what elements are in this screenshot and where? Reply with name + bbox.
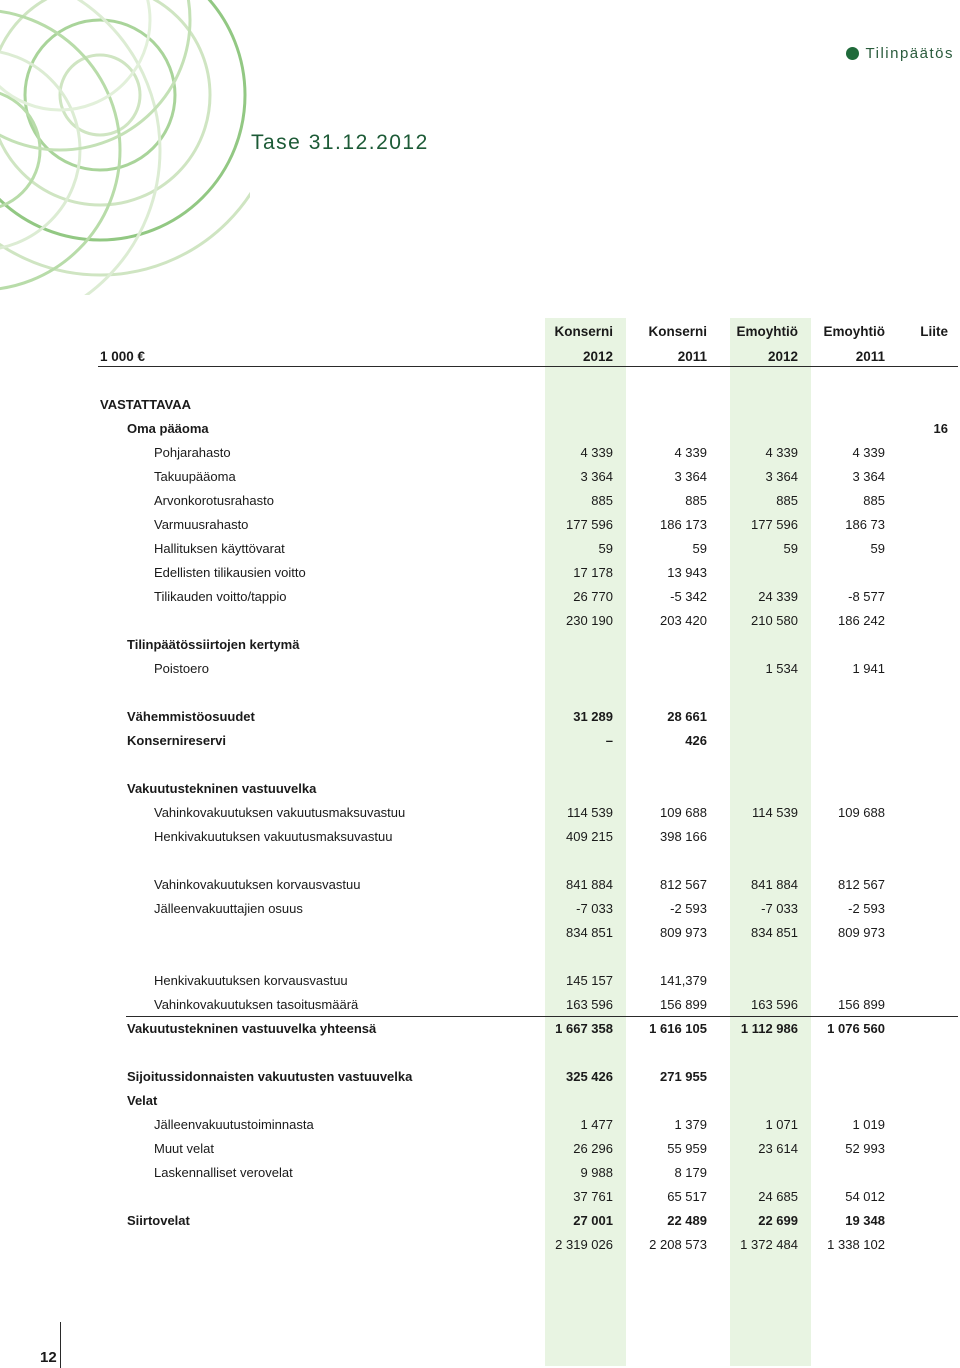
row-value: 156 899	[660, 997, 707, 1012]
row-label: Jälleenvakuutustoiminnasta	[154, 1117, 314, 1132]
table-row	[0, 465, 960, 489]
row-value: 163 596	[566, 997, 613, 1012]
table-row	[0, 441, 960, 465]
table-row	[0, 1089, 960, 1113]
row-value: 426	[685, 733, 707, 748]
row-label: Arvonkorotusrahasto	[154, 493, 274, 508]
row-value: 24 685	[758, 1189, 798, 1204]
row-label: Vahinkovakuutuksen korvausvastuu	[154, 877, 361, 892]
table-row	[0, 873, 960, 897]
row-value: -7 033	[576, 901, 613, 916]
row-label: Siirtovelat	[127, 1213, 190, 1228]
row-value: 834 851	[566, 925, 613, 940]
row-value: 1 076 560	[827, 1021, 885, 1036]
column-header-konserni-2012: Konserni	[554, 324, 613, 339]
row-label: Vahinkovakuutuksen tasoitusmäärä	[154, 997, 359, 1012]
row-value: 3 364	[765, 469, 798, 484]
row-value: 2 319 026	[555, 1237, 613, 1252]
row-value: 26 296	[573, 1141, 613, 1156]
row-value: 1 019	[852, 1117, 885, 1132]
table-row	[0, 801, 960, 825]
row-value: 1 372 484	[740, 1237, 798, 1252]
year-header-4: 2011	[855, 349, 885, 364]
row-value: 31 289	[573, 709, 613, 724]
bullet-dot-icon	[846, 47, 859, 60]
table-row	[0, 513, 960, 537]
row-value: 59	[870, 541, 885, 556]
table-row	[0, 1233, 960, 1257]
row-value: 2 208 573	[649, 1237, 707, 1252]
row-value: 54 012	[845, 1189, 885, 1204]
decorative-circles-graphic	[0, 0, 250, 295]
table-row	[0, 1185, 960, 1209]
year-header-3: 2012	[767, 349, 798, 364]
row-value: –	[605, 733, 613, 748]
row-value: 271 955	[660, 1069, 707, 1084]
row-value: -8 577	[848, 589, 885, 604]
row-value: 114 539	[751, 805, 798, 820]
row-label: Vahinkovakuutuksen vakuutusmaksuvastuu	[154, 805, 406, 820]
row-label: Tilinpäätössiirtojen kertymä	[127, 637, 300, 652]
row-value: 3 364	[852, 469, 885, 484]
page-edge-line	[60, 1322, 61, 1368]
row-value: 4 339	[765, 445, 798, 460]
row-value: 1 941	[852, 661, 885, 676]
column-header-emoyhtio-2012: Emoyhtiö	[736, 324, 798, 339]
table-row	[0, 825, 960, 849]
row-label: Vakuutustekninen vastuuvelka yhteensä	[127, 1021, 377, 1036]
row-label: Henkivakuutuksen korvausvastuu	[154, 973, 348, 988]
row-value: 26 770	[573, 589, 613, 604]
row-value: 4 339	[674, 445, 707, 460]
table-row	[0, 1137, 960, 1161]
row-value: 203 420	[660, 613, 707, 628]
row-label: Edellisten tilikausien voitto	[154, 565, 306, 580]
row-value: 186 242	[838, 613, 885, 628]
row-value: 885	[685, 493, 707, 508]
row-label: Velat	[127, 1093, 158, 1108]
table-row	[0, 1113, 960, 1137]
row-value: 13 943	[667, 565, 707, 580]
row-value: 8 179	[674, 1165, 707, 1180]
row-label: Muut velat	[154, 1141, 214, 1156]
section-label	[846, 45, 954, 62]
table-row	[0, 585, 960, 609]
row-value: 22 489	[667, 1213, 707, 1228]
row-value: 3 364	[674, 469, 707, 484]
page-number: 12	[40, 1349, 57, 1366]
row-label: Oma pääoma	[127, 421, 209, 436]
table-row	[0, 993, 960, 1017]
row-value: -2 593	[670, 901, 707, 916]
table-row	[0, 561, 960, 585]
row-value: -2 593	[848, 901, 885, 916]
row-value: 141,379	[660, 973, 707, 988]
row-value: 812 567	[660, 877, 707, 892]
row-value: 37 761	[573, 1189, 613, 1204]
row-value: 23 614	[758, 1141, 798, 1156]
table-row	[0, 1065, 960, 1089]
row-label: Poistoero	[154, 661, 209, 676]
row-value: 885	[776, 493, 798, 508]
row-value: 186 173	[660, 517, 707, 532]
row-value: 3 364	[580, 469, 613, 484]
row-value: 230 190	[566, 613, 613, 628]
row-value: 59	[692, 541, 707, 556]
row-value: 841 884	[566, 877, 613, 892]
row-value: 1 071	[765, 1117, 798, 1132]
row-value: 1 338 102	[827, 1237, 885, 1252]
column-header-row	[0, 320, 960, 344]
row-value: 841 884	[751, 877, 798, 892]
row-value: 4 339	[852, 445, 885, 460]
row-label: Vakuutustekninen vastuuvelka	[127, 781, 317, 796]
table-row	[0, 705, 960, 729]
table-row	[0, 417, 960, 441]
row-value: 186 73	[845, 517, 885, 532]
table-row	[0, 729, 960, 753]
row-label: Takuupääoma	[154, 469, 236, 484]
row-value: 22 699	[758, 1213, 798, 1228]
row-value: 177 596	[751, 517, 798, 532]
page-title: Tase 31.12.2012	[251, 131, 429, 154]
row-value: 59	[598, 541, 613, 556]
row-value: 1 112 986	[740, 1021, 798, 1036]
row-value: -5 342	[670, 589, 707, 604]
row-value: 19 348	[845, 1213, 885, 1228]
row-value: 1 379	[674, 1117, 707, 1132]
row-value: 398 166	[660, 829, 707, 844]
row-value: 109 688	[838, 805, 885, 820]
row-label: Varmuusrahasto	[154, 517, 249, 532]
row-value: 409 215	[566, 829, 613, 844]
row-value: 145 157	[566, 973, 613, 988]
column-header-emoyhtio-2011: Emoyhtiö	[823, 324, 885, 339]
row-label: Tilikauden voitto/tappio	[154, 589, 287, 604]
row-value: 210 580	[751, 613, 798, 628]
row-value: 156 899	[838, 997, 885, 1012]
row-label: Jälleenvakuuttajien osuus	[154, 901, 303, 916]
section-label-text: Tilinpäätös	[865, 45, 954, 62]
row-value: 325 426	[566, 1069, 613, 1084]
table-row	[0, 897, 960, 921]
row-value: 177 596	[566, 517, 613, 532]
row-value: 885	[591, 493, 613, 508]
row-value: 114 539	[566, 805, 613, 820]
column-header-konserni-2011: Konserni	[648, 324, 707, 339]
table-row	[0, 657, 960, 681]
row-value: 17 178	[573, 565, 613, 580]
table-row	[0, 921, 960, 945]
row-label: Pohjarahasto	[154, 445, 231, 460]
row-value: 24 339	[758, 589, 798, 604]
table-row	[0, 609, 960, 633]
row-value: 52 993	[845, 1141, 885, 1156]
row-value: 163 596	[751, 997, 798, 1012]
row-value: 1 667 358	[555, 1021, 613, 1036]
year-header-1: 2012	[582, 349, 613, 364]
row-value: 109 688	[660, 805, 707, 820]
row-value: 4 339	[580, 445, 613, 460]
table-row	[0, 393, 960, 417]
row-value: -7 033	[761, 901, 798, 916]
row-note: 16	[933, 421, 948, 436]
row-value: 885	[863, 493, 885, 508]
row-label: Henkivakuutuksen vakuutusmaksuvastuu	[154, 829, 393, 844]
row-value: 1 534	[765, 661, 798, 676]
row-value: 55 959	[667, 1141, 707, 1156]
table-row	[0, 537, 960, 561]
header-rule	[98, 366, 958, 367]
row-value: 1 477	[580, 1117, 613, 1132]
row-value: 1 616 105	[649, 1021, 707, 1036]
row-value: 9 988	[580, 1165, 613, 1180]
row-value: 65 517	[667, 1189, 707, 1204]
row-value: 809 973	[660, 925, 707, 940]
table-row	[0, 1161, 960, 1185]
row-label: Hallituksen käyttövarat	[154, 541, 285, 556]
table-row	[0, 1017, 960, 1041]
row-value: 27 001	[573, 1213, 613, 1228]
unit-label: 1 000 €	[100, 349, 146, 364]
row-value: 809 973	[838, 925, 885, 940]
row-value: 28 661	[667, 709, 707, 724]
table-row	[0, 969, 960, 993]
row-value: 59	[783, 541, 798, 556]
table-row	[0, 1209, 960, 1233]
row-label: VASTATTAVAA	[100, 397, 191, 412]
year-header-2: 2011	[677, 349, 707, 364]
row-label: Sijoitussidonnaisten vakuutusten vastuuvelka	[127, 1069, 413, 1084]
row-value: 812 567	[838, 877, 885, 892]
table-row	[0, 633, 960, 657]
column-header-liite: Liite	[920, 324, 948, 339]
table-row	[0, 489, 960, 513]
table-row	[0, 777, 960, 801]
row-label: Vähemmistöosuudet	[127, 709, 255, 724]
row-label: Konsernireservi	[127, 733, 226, 748]
row-label: Laskennalliset verovelat	[154, 1165, 293, 1180]
row-value: 834 851	[751, 925, 798, 940]
